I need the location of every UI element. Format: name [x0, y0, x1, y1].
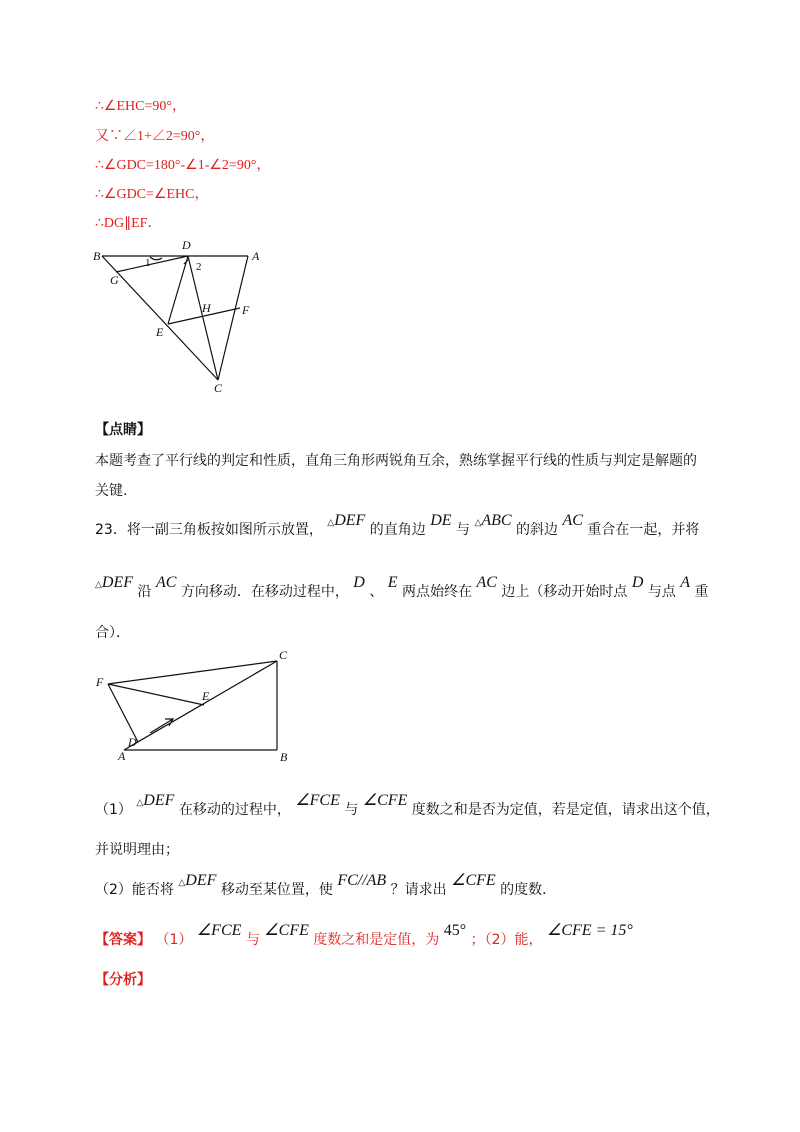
label-e: E: [156, 325, 164, 339]
segment-ac: [218, 256, 248, 380]
segment-fe: [108, 684, 204, 705]
segment-de: [168, 256, 188, 324]
math-angle-cfe-2: ∠CFE: [451, 872, 496, 889]
answer-tag: 【答案】: [95, 932, 151, 948]
math-45-degrees: 45°: [443, 922, 467, 939]
q23-text-12: 重: [694, 584, 709, 600]
math-fc-parallel-ab: FC//AB: [337, 872, 387, 889]
math-de: DE: [430, 512, 452, 529]
q23-line-2: [95, 574, 709, 603]
part1-text-4: 并说明理由；: [95, 842, 179, 858]
math-answer-fce: ∠FCE: [196, 922, 242, 939]
math-a: A: [680, 574, 691, 591]
label-d: D: [128, 735, 137, 749]
part2-number: （2）能否将: [95, 882, 174, 898]
math-ac-3: AC: [476, 574, 497, 591]
math-triangle-def-3: △DEF: [136, 792, 175, 809]
math-cfe-equals-15: ∠CFE = 15°: [547, 922, 633, 939]
math-angle-cfe: ∠CFE: [362, 792, 408, 809]
segment-fd: [108, 684, 138, 742]
label-a: A: [252, 249, 260, 263]
dianjing-text-1: 本题考查了平行线的判定和性质，直角三角形两锐角互余，熟练掌握平行线的性质与判定是解题的: [95, 453, 697, 469]
part2-text-3: 的度数．: [500, 882, 557, 898]
label-h: H: [202, 301, 211, 315]
geometry-figure-2: [90, 645, 300, 765]
math-d-2: D: [631, 574, 644, 591]
geometry-figure-1: [90, 238, 270, 398]
label-angle-2: 2: [196, 261, 202, 273]
answer-part-1-number: （1）: [155, 932, 193, 948]
proof-line-3: ∴∠GDC=180°-∠1-∠2=90°，: [95, 158, 271, 173]
part1-text-1: 在移动的过程中，: [178, 802, 291, 818]
label-angle-1: 1: [145, 257, 151, 269]
q23-text-4: 的斜边: [516, 522, 559, 538]
q23-line-1: [95, 512, 700, 541]
label-c: C: [214, 381, 223, 395]
angle-1-arc: [150, 257, 162, 260]
dianjing-heading: 【点睛】: [95, 422, 151, 438]
q23-text-8: 、: [369, 584, 384, 600]
math-e: E: [387, 574, 398, 591]
q23-text-2: 的直角边: [369, 522, 426, 538]
math-angle-fce: ∠FCE: [295, 792, 340, 809]
label-b: B: [93, 249, 101, 263]
analysis-tag: 【分析】: [95, 972, 151, 988]
q23-text-11: 与点: [647, 584, 676, 600]
math-answer-cfe: ∠CFE: [264, 922, 309, 939]
q23-text-3: 与: [456, 522, 470, 538]
q23-text-10: 边上（移动开始时点: [501, 584, 628, 600]
proof-line-2: 又∵∠1+∠2=90°，: [95, 129, 215, 144]
segment-ac: [124, 661, 277, 750]
dianjing-text-2: 关键.: [95, 483, 128, 499]
label-b: B: [280, 750, 288, 764]
proof-line-5: ∴DG∥EF．: [95, 216, 162, 231]
q23-text-9: 两点始终在: [402, 584, 472, 600]
label-d: D: [182, 238, 191, 252]
part2-text-2: ？请求出: [390, 882, 447, 898]
q23-text-6: 沿: [137, 584, 152, 600]
label-e: E: [202, 689, 210, 703]
label-f: F: [96, 675, 104, 689]
math-d: D: [353, 574, 365, 591]
label-g: G: [110, 273, 119, 287]
math-triangle-abc: △ABC: [474, 512, 512, 529]
part1-text-2: 与: [344, 802, 359, 818]
q23-text-13: 合）．: [95, 625, 130, 641]
math-triangle-def-2: △DEF: [95, 574, 134, 591]
answer-text-3: ；（2）能，: [470, 932, 543, 948]
part2-line: [95, 872, 557, 901]
math-ac: AC: [562, 512, 583, 529]
answer-line: [95, 922, 633, 950]
label-a: A: [118, 749, 126, 763]
proof-line-4: ∴∠GDC=∠EHC，: [95, 187, 209, 202]
label-c: C: [279, 648, 288, 662]
answer-text-1: 与: [245, 932, 260, 948]
part2-text-1: 移动至某位置，使: [220, 882, 333, 898]
q23-text-1: 23．将一副三角板按如图所示放置，: [95, 522, 323, 538]
answer-text-2: 度数之和是定值，为: [313, 932, 440, 948]
math-ac-2: AC: [155, 574, 177, 591]
part1-line-1: [95, 792, 720, 821]
part1-text-3: 度数之和是否为定值，若是定值，请求出这个值，: [411, 802, 720, 818]
segment-fc: [108, 661, 277, 684]
part1-number: （1）: [95, 802, 132, 818]
math-triangle-def-4: △DEF: [178, 872, 217, 889]
segment-bc: [102, 256, 218, 380]
q23-text-5: 重合在一起，并将: [587, 522, 700, 538]
label-f: F: [242, 303, 250, 317]
q23-text-7: 方向移动．在移动过程中，: [180, 584, 349, 600]
proof-line-1: ∴∠EHC=90°，: [95, 99, 186, 114]
math-triangle-def: △DEF: [327, 512, 366, 529]
